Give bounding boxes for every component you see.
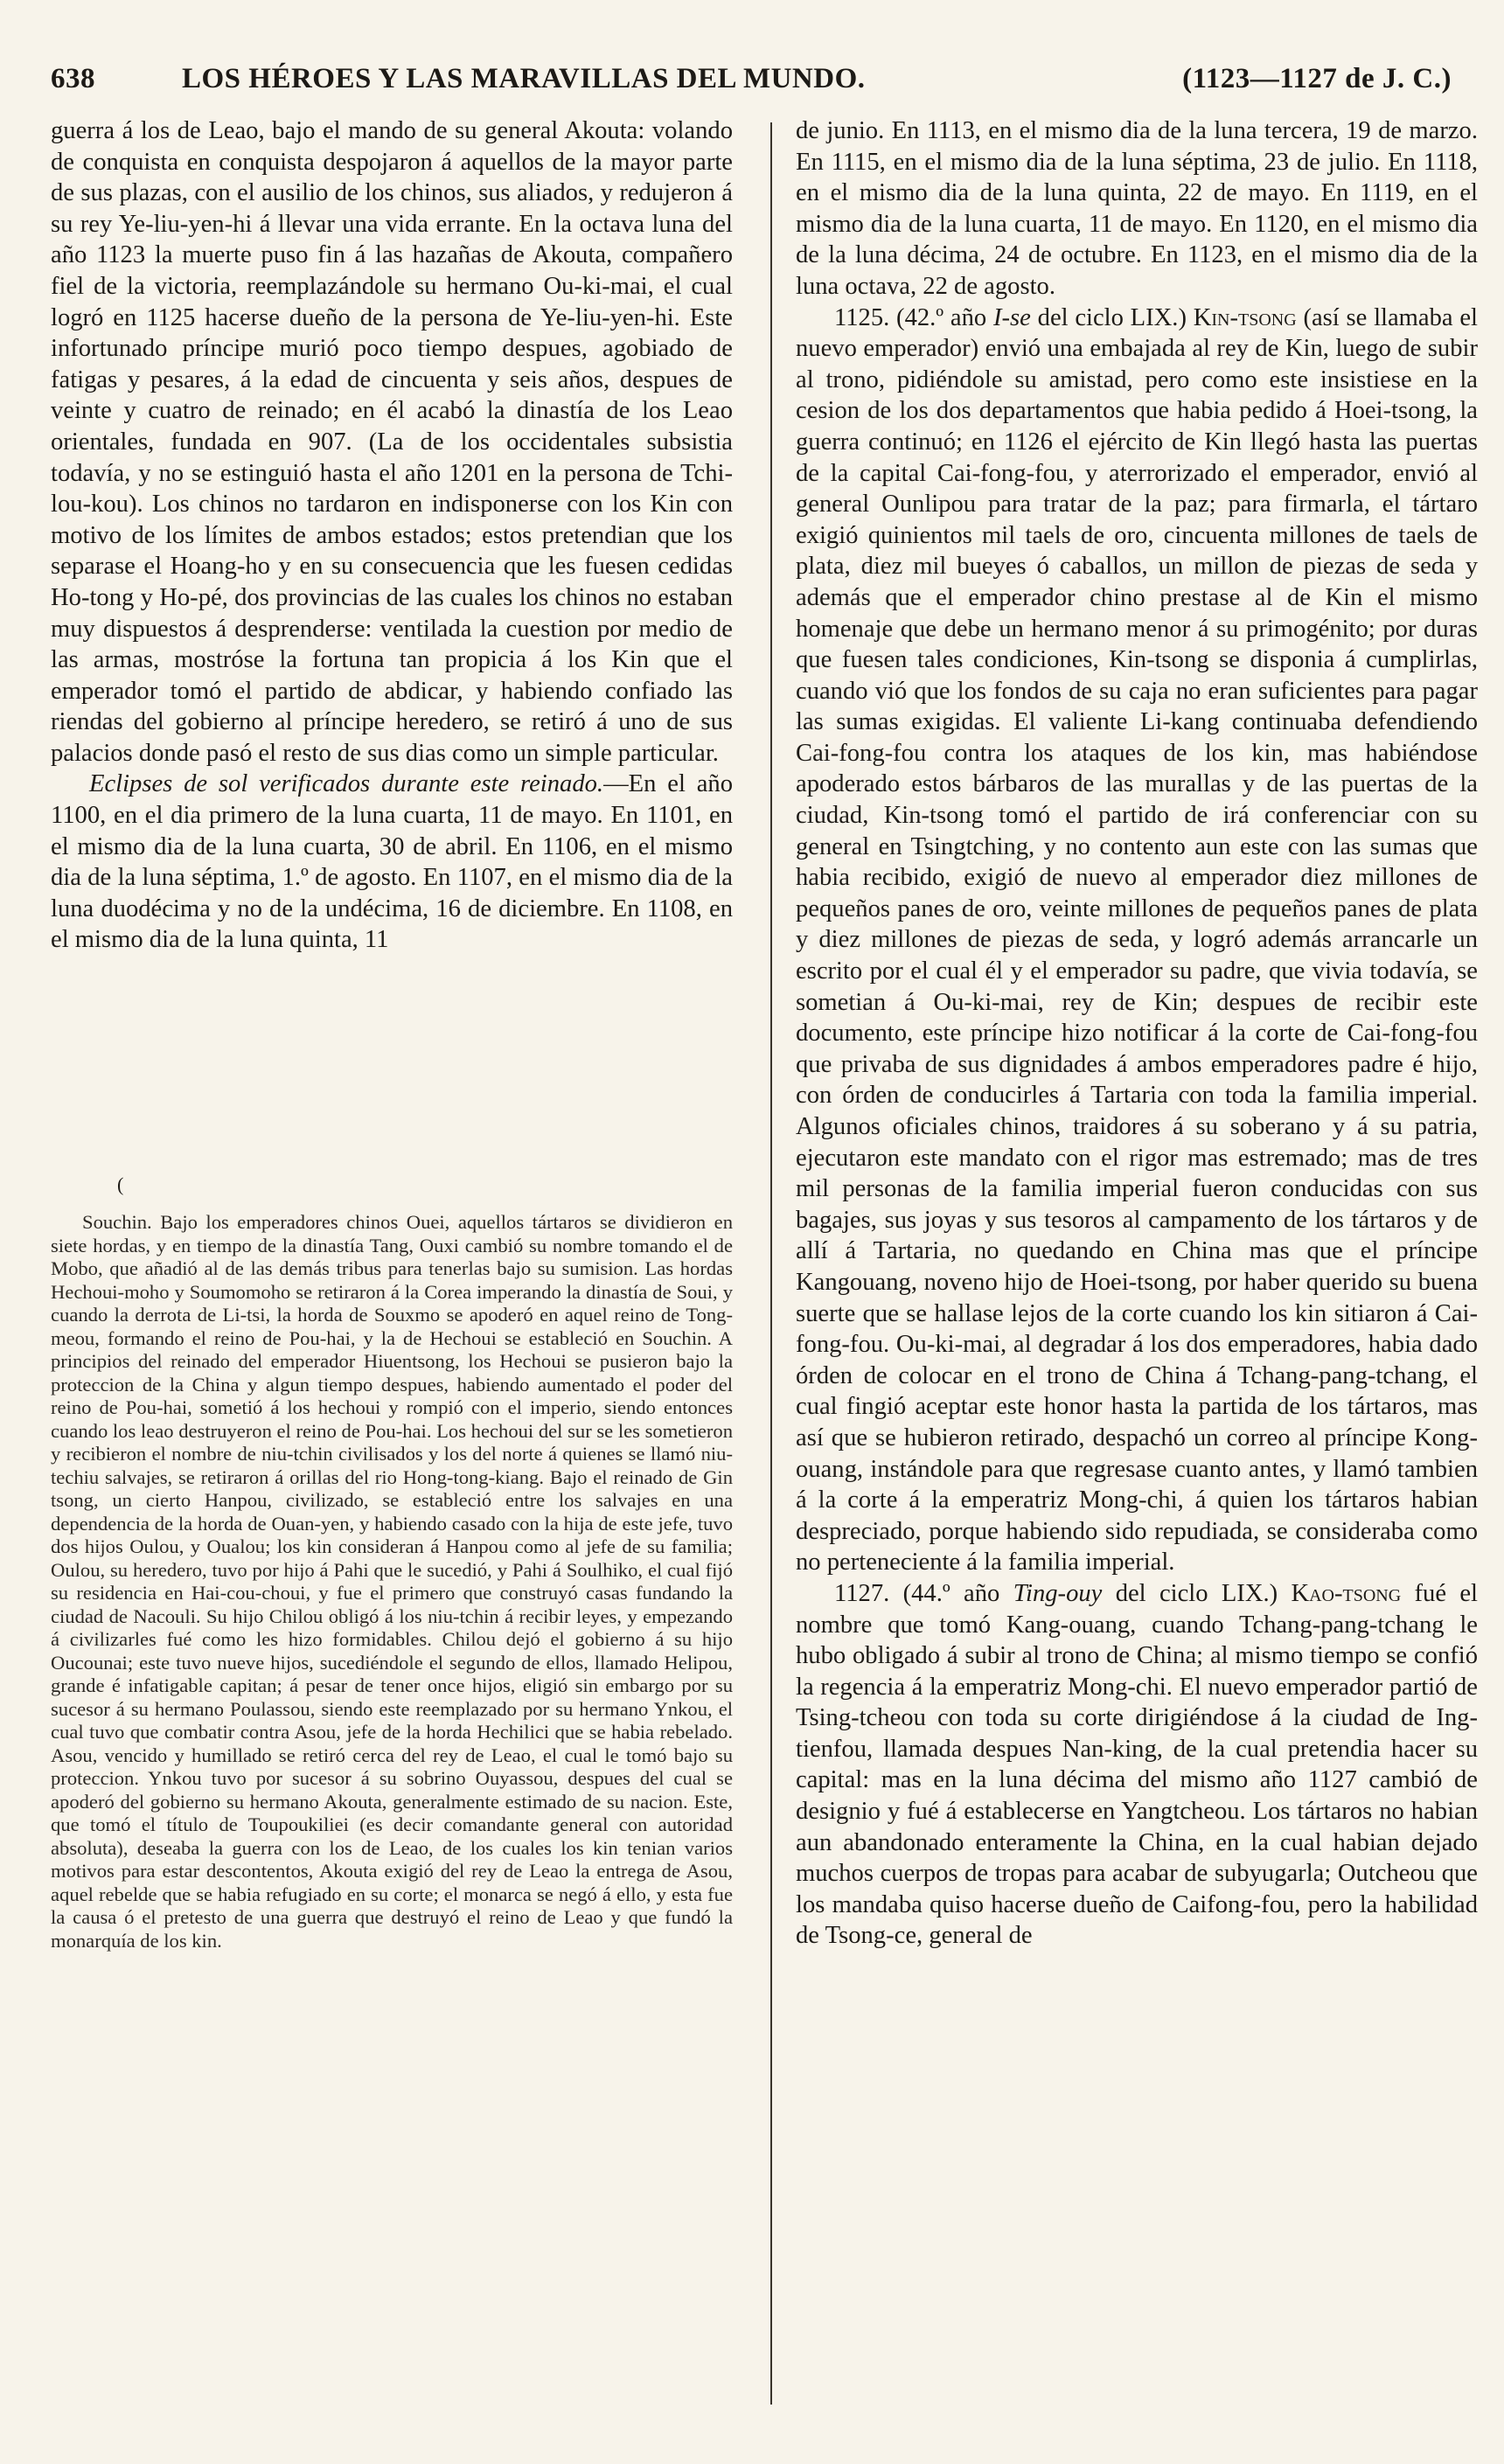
year-1127: 1127.: [834, 1579, 890, 1607]
text-1125: (así se llamaba el nuevo emperador) envió una embajada al rey de Kin, luego de subir al trono, pidiéndole su amistad, pero como este insistiese en la cesion de los dos departamentos que habia pedido á Hoei-tsong, la guerra continuó; en 1126 el ejército de Kin llegó hasta las puertas de la capital Cai-fong-fou, y aterrorizado el emperador, envió al general Ounlipou para tratar de la paz; para firmarla, el tártaro exigió quinientos mil taels de oro, cincuenta millones de taels de plata, diez mil bueyes ó caballos, un millon de piezas de seda y además que el emperador chino prestase al de Kin el mismo homenaje que debe un hermano menor á su primogénito; por duras que fuesen tales condiciones, Kin-tsong se disponia á cumplirlas, cuando vió que los fondos de su caja no eran suficientes para pagar las sumas exigidas. El valiente Li-kang continuaba defendiendo Cai-fong-fou contra los ataques de los kin, mas habiéndose apoderado estos bárbaros de las murallas y de las puertas de la ciudad, Kin-tsong tomó el partido de irá conferenciar con su general en Tsingtching, y no contento aun este con las sumas que habia recibido, exigió de nuevo al emperador diez millones de pequeños panes de oro, veinte millones de pequeños panes de plata y diez millones de piezas de seda, y logró además arrancarle un escrito por el cual él y el emperador su padre, que vivia todavía, se sometian á Ou-ki-mai, rey de Kin; despues de recibir este documento, este príncipe hizo notificar á la corte de Cai-fong-fou que privaba de sus dignidades á ambos emperadores padre é hijo, con órden de conducirles á Tartaria con toda la familia imperial. Algunos oficiales chinos, traidores á su soberano y á su patria, ejecutaron este mandato con el rigor mas estremado; mas de tres mil personas de la familia imperial fueron conducidas con sus bagajes, sus joyas y sus tesoros al campamento de los tártaros y de allí á Tartaria, no quedando en China mas que el príncipe Kangouang, noveno hijo de Hoei-tsong, por haber querido su buena suerte que se hallase lejos de la corte cuando los kin sitiaron á Cai-fong-fou. Ou-ki-mai, al degradar á los dos emperadores, habia dado órden de colocar en el trono de China á Tchang-pang-tchang, el cual fingió aceptar este honor hasta la partida de los tártaros, mas así que se hubieron retirado, despachó un correo al príncipe Kong-ouang, instándole para que regresase cuanto antes, y llamó tambien á la corte á la emperatriz Mong-chi, á quien los tártaros habian despreciado, porque habiendo sido repudiada, se consideraba como no perteneciente á la familia imperial.: [796, 303, 1478, 1577]
footnote-text: Souchin. Bajo los emperadores chinos Ouei, aquellos tártaros se dividieron en siete hordas, y en tiempo de la dinastía Tang, Ouxi cambió su nombre tomando el de Mobo, que añadió al de las demás tribus para tenerlas bajo su sumision. Las hordas Hechoui-moho y Soumomoho se retiraron á la Corea imperando la dinastía de Soui, y cuando la derrota de Li-tsi, la horda de Souxmo se apoderó en aquel reino de Tong-meou, formando el reino de Pou-hai, y la de Hechoui se estableció en Souchin. A principios del reinado del emperador Hiuentsong, los Hechoui se pusieron bajo la proteccion de la China y algun tiempo despues, habiendo aumentado el poder del reino de Pou-hai, sometió á los hechoui y rompió con el imperio, siendo entonces cuando los leao destruyeron el reino de Pou-hai. Los hechoui del sur se les sometieron y recibieron el nombre de niu-tchin civilisados y los del norte á quienes se llamó niu-techiu salvajes, se retiraron á orillas del rio Hong-tong-kiang. Bajo el reinado de Gin tsong, un cierto Hanpou, civilizado, se estableció entre los salvajes en una dependencia de la horda de Ouan-yen, y habiendo casado con la hija de este jefe, tuvo dos hijos Oulou, y Oualou; los kin consideran á Hanpou como al jefe de su familia; Oulou, su heredero, tuvo por hijo á Pahi que le sucedió, y Pahi á Soulhiko, el cual fijó su residencia en Hai-cou-choui, y fue el primero que construyó casas fundando la ciudad de Nacouli. Su hijo Chilou obligó á los niu-tchin á recibir leyes, y empezando á civilizarles fué como les hizo formidables. Chilou dejó el gobierno á su hijo Oucounai; este tuvo nueve hijos, sucediéndole el segundo de ellos, llamado Helipou, grande é infatigable capitan; á pesar de tener once hijos, eligió sin embargo por su sucesor á su hermano Poulassou, siendo este reemplazado por su hermano Ynkou, el cual tuvo que combatir contra Asou, jefe de la horda Hechilici que se habia rebelado. Asou, vencido y humillado se retiró cerca del rey de Leao, el cual le tomó bajo su proteccion. Ynkou tuvo por sucesor á su sobrino Ouyassou, despues del cual se apoderó del gobierno su hermano Akouta, generalmente estimado de su nacion. Este, que tomó el título de Toupoukiliei (es decir comandante general con autoridad absoluta), deseaba la guerra con los de Leao, de los cuales los kin tenian varios motivos para estar descontentos, Akouta exigió del rey de Leao la entrega de Asou, aquel rebelde que se habia refugiado en su corte; el monarca se negó á ello, y esta fue la causa ó el pretesto de una guerra que destruyó el reino de Leao y que fundó la monarquía de los kin.: [51, 1211, 733, 1952]
right-paragraph-1127: [796, 1578, 1478, 1952]
left-column: [51, 115, 733, 1208]
column-divider: [770, 122, 772, 2405]
eclipse-text: —En el año 1100, en el dia primero de la luna cuarta, 11 de mayo. En 1101, en el mismo dia de la luna cuarta, 30 de abril. En 1106, en el mismo dia de la luna séptima, 1.º de agosto. En 1107, en el mismo dia de la luna duodécima y no de la undécima, 16 de diciembre. En 1108, en el mismo dia de la luna quinta, 11: [51, 770, 733, 954]
cycle-1125-pre: (42.º año: [896, 303, 987, 331]
footnote: [51, 1211, 733, 2400]
right-column: [796, 115, 1478, 2406]
book-title: LOS HÉROES Y LAS MARAVILLAS DEL MUNDO.: [182, 63, 866, 94]
left-paragraph-2: [51, 769, 733, 956]
date-range: (1123—1127 de J. C.): [1182, 63, 1452, 94]
left-paragraph-1: guerra á los de Leao, bajo el mando de su general Akouta: volando de conquista en conquista despojaron á aquellos de la mayor parte de sus plazas, con el ausilio de los chinos, sus aliados, y redujeron á su rey Ye-liu-yen-hi á llevar una vida errante. En la octava luna del año 1123 la muerte puso fin á las hazañas de Akouta, compañero fiel de la victoria, reemplazándole su hermano Ou-ki-mai, el cual logró en 1125 hacerse dueño de la persona de Ye-liu-yen-hi. Este infortunado príncipe murió poco tiempo despues, agobiado de fatigas y pesares, á la edad de cincuenta y seis años, despues de veinte y cuatro de reinado; en él acabó la dinastía de los Leao orientales, fundada en 907. (La de los occidentales subsistia todavía, y no se estinguió hasta el año 1201 en la persona de Tchi-lou-kou). Los chinos no tardaron en indisponerse con los Kin con motivo de los límites de ambos estados; estos pretendian que los separase el Hoang-ho y en su consecuencia que les fuesen cedidas Ho-tong y Ho-pé, dos provincias de las cuales los chinos no estaban muy dispuestos á desprenderse: ventilada la cuestion por medio de las armas, mostróse la fortuna tan propicia á los Kin que el emperador tomó el partido de abdicar, y habiendo confiado las riendas del gobierno al príncipe heredero, se retiró á uno de sus palacios donde pasó el resto de sus dias como un simple particular.: [51, 117, 733, 767]
footnote-mark: (: [117, 1173, 124, 1195]
emperor-1127: Kao-tsong: [1291, 1579, 1402, 1607]
cycle-1125-name: I-se: [993, 303, 1031, 331]
cycle-1127-post: del ciclo LIX.): [1115, 1579, 1278, 1607]
right-paragraph-1125: [796, 303, 1478, 1578]
cycle-1127-pre: (44.º año: [902, 1579, 1000, 1607]
text-1127: fué el nombre que tomó Kang-ouang, cuando Tchang-pang-tchang le hubo obligado á subir al trono de China; al mismo tiempo se confió la regencia á la emperatriz Mong-chi. El nuevo emperador partió de Tsing-tcheou con toda su corte dirigiéndose á la ciudad de Ing-tienfou, llamada despues Nan-king, de la cual pretendia hacer su capital: mas en la luna décima del mismo año 1127 cambió de designio y fué á establecerse en Yangtcheou. Los tártaros no habian aun abandonado enteramente la China, en la cual habian dejado muchos cuerpos de tropas para acabar de subyugarla; Outcheou que los mandaba quiso hacerse dueño de Caifong-fou, pero la habilidad de Tsong-ce, general de: [796, 1579, 1478, 1950]
cycle-1127-name: Ting-ouy: [1013, 1579, 1103, 1607]
emperor-1125: Kin-tsong: [1193, 303, 1297, 331]
running-header: [51, 63, 1452, 112]
year-1125: 1125.: [834, 303, 890, 331]
page-number: 638: [51, 63, 95, 94]
eclipse-heading: Eclipses de sol verificados durante este reinado.: [89, 770, 604, 798]
right-paragraph-1: de junio. En 1113, en el mismo dia de la luna tercera, 19 de marzo. En 1115, en el mismo dia de la luna séptima, 23 de julio. En 1118, en el mismo dia de la luna quinta, 22 de mayo. En 1119, en el mismo dia de la luna cuarta, 11 de mayo. En 1120, en el mismo dia de la luna décima, 24 de octubre. En 1123, en el mismo dia de la luna octava, 22 de agosto.: [796, 117, 1478, 300]
cycle-1125-post: del ciclo LIX.): [1037, 303, 1187, 331]
